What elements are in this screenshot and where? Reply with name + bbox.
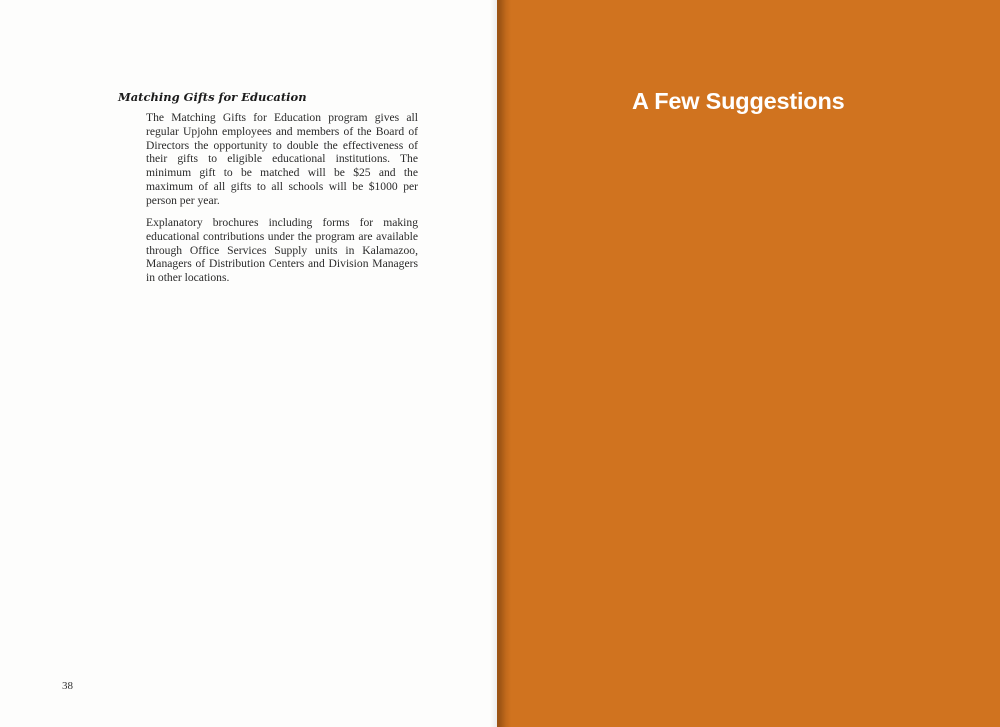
section-heading: Matching Gifts for Education: [118, 90, 307, 104]
book-gutter: [490, 0, 506, 727]
page-number: 38: [62, 680, 73, 692]
right-page: [497, 0, 1000, 727]
chapter-title: A Few Suggestions: [632, 88, 845, 114]
body-paragraph-brochures: Explanatory brochures including forms for making educational contributions under the program are available through Office Services Supply units in Kalamazoo, Managers of Distribution Centers and Division Managers in other locations.: [146, 216, 418, 285]
body-paragraph-matching-gifts: The Matching Gifts for Education program gives all regular Upjohn employees and members of the Board of Directors the opportunity to double the effectiveness of their gifts to eligible educational institutions. The minimum gift to be matched will be $25 and the maximum of all gifts to all schools will be $1000 per person per year.: [146, 111, 418, 207]
left-page: [0, 0, 497, 727]
